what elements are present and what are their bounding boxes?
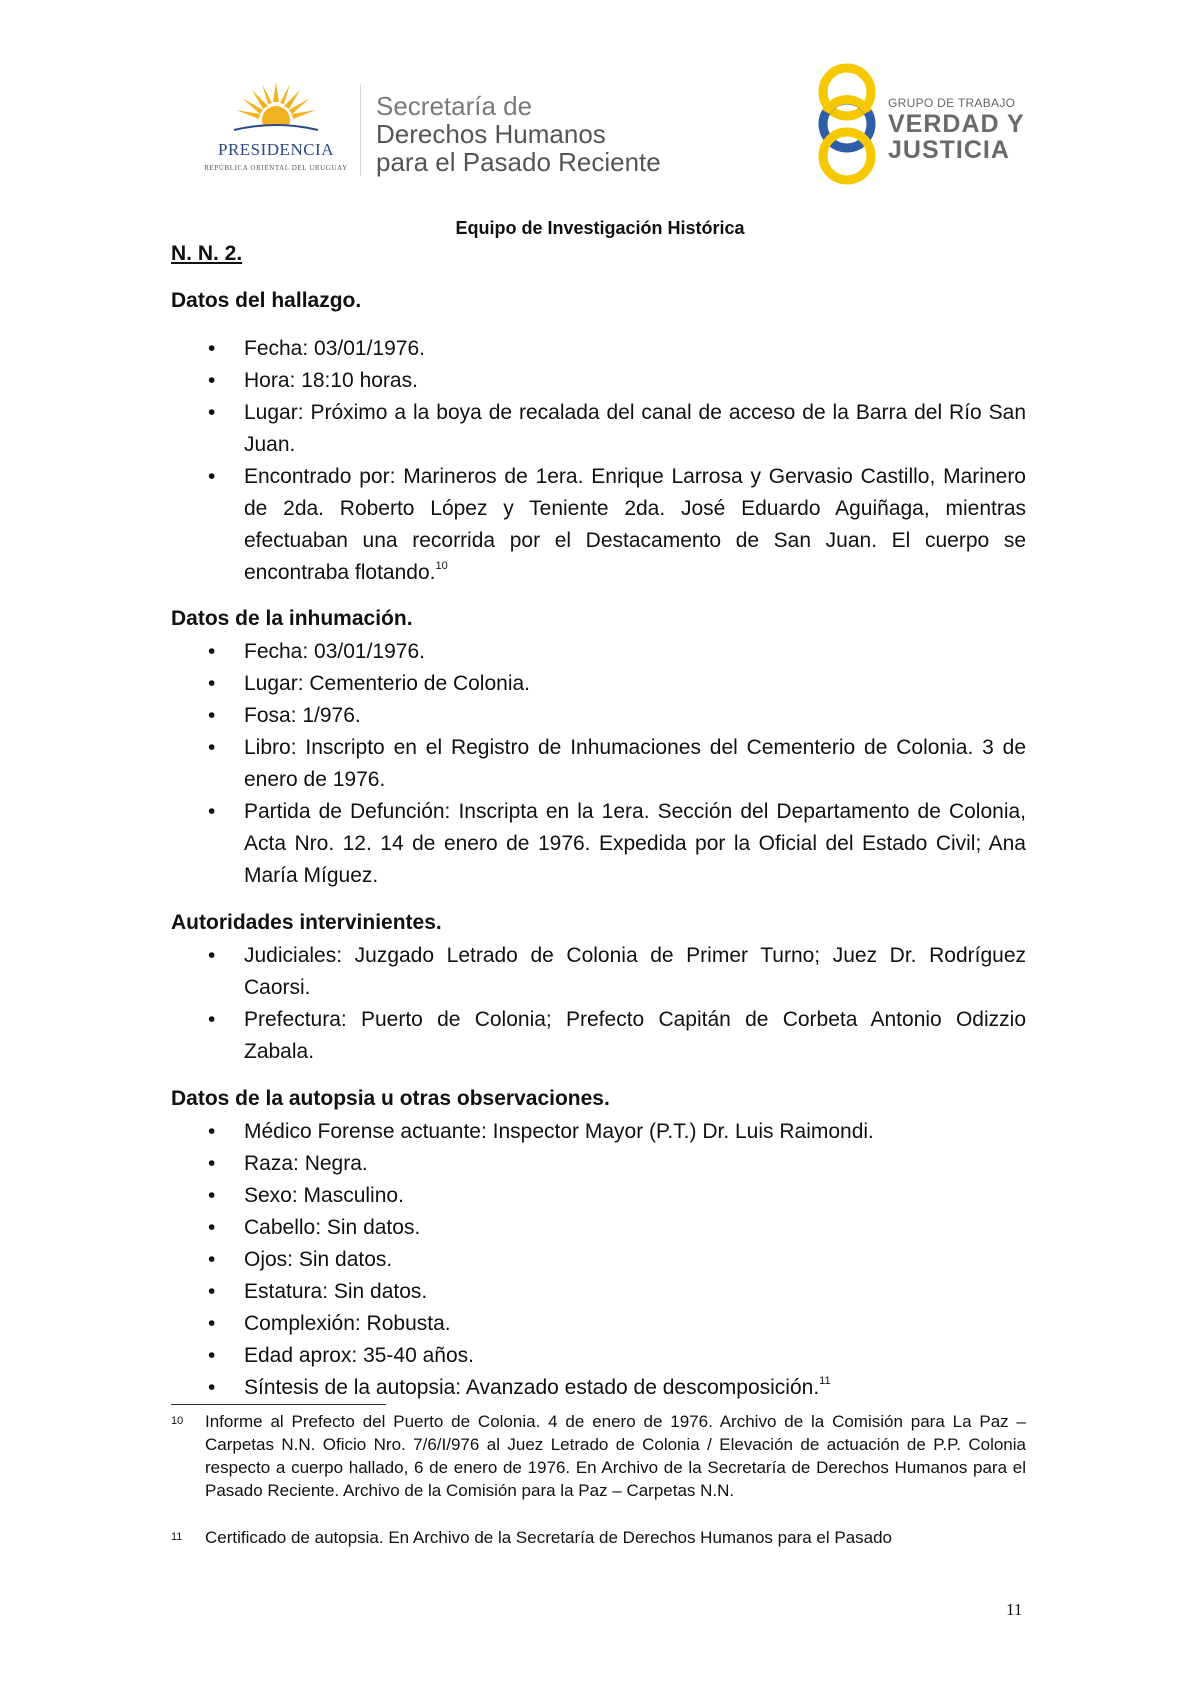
bullet: • [208,1216,216,1239]
item-text: Prefectura: Puerto de Colonia; Prefecto Capitán de Corbeta Antonio Odizzio Zabala. [244,1008,1026,1063]
bullet: • [208,1344,216,1367]
bullet: • [208,944,216,967]
list-item [208,940,1026,1004]
item-text: Partida de Defunción: Inscripta en la 1era. Sección del Departamento de Colonia, Acta Nro. 12. 14 de enero de 1976. Expedida por la Oficial del Estado Civil; Ana María Míguez. [244,800,1026,887]
section-title-autoridades: Autoridades intervinientes. [171,911,442,934]
list-item [208,700,1026,732]
list-item [208,365,1026,397]
bullet: • [208,1376,216,1399]
list-autoridades [208,940,1026,1068]
item-text: Encontrado por: Marineros de 1era. Enrique Larrosa y Gervasio Castillo, Marinero de 2da. Roberto López y Teniente 2da. José Eduardo Aguiñaga, mientras efectuaban una recorrida por el Destacamento de San Juan. El cuerpo se encontraba flotando. [244,465,1026,584]
secretaria-line-1: Secretaría de [376,91,533,121]
bullet: • [208,1248,216,1271]
secretaria-logo [376,92,661,176]
bullet: • [208,337,216,360]
footnote-10 [171,1410,1026,1502]
page-number: 11 [1006,1600,1023,1619]
item-text: Judiciales: Juzgado Letrado de Colonia de Primer Turno; Juez Dr. Rodríguez Caorsi. [244,944,1026,999]
section-title-hallazgo: Datos del hallazgo. [171,289,362,312]
item-text: Cabello: Sin datos. [244,1216,421,1239]
gtvj-line-2: JUSTICIA [888,136,1010,164]
list-autopsia [208,1116,1026,1404]
section-title-inhumacion: Datos de la inhumación. [171,607,413,630]
item-text: Hora: 18:10 horas. [244,369,418,392]
gtvj-label: GRUPO DE TRABAJO [888,96,1016,110]
list-item [208,1180,1026,1212]
team-title: Equipo de Investigación Histórica [455,218,745,238]
gtvj-line-1: VERDAD Y [888,110,1025,138]
list-item [208,461,1026,589]
list-item [208,333,1026,365]
item-text: Edad aprox: 35-40 años. [244,1344,474,1367]
list-inhumacion [208,636,1026,892]
header-divider [360,84,361,176]
bullet: • [208,1312,216,1335]
bullet: • [208,1008,216,1031]
item-text: Complexión: Robusta. [244,1312,451,1335]
bullet: • [208,640,216,663]
list-item [208,732,1026,796]
item-text: Estatura: Sin datos. [244,1280,428,1303]
list-item [208,1372,1026,1404]
footnote-number: 10 [171,1415,184,1427]
item-text: Lugar: Cementerio de Colonia. [244,672,531,695]
item-text: Ojos: Sin datos. [244,1248,393,1271]
footnote-11 [171,1526,1026,1549]
bullet: • [208,465,216,488]
bullet: • [208,704,216,727]
item-text: Fosa: 1/976. [244,704,361,727]
list-item [208,1276,1026,1308]
item-text: Síntesis de la autopsia: Avanzado estado de descomposición. [244,1376,820,1399]
item-text: Lugar: Próximo a la boya de recalada del canal de acceso de la Barra del Río San Juan. [244,401,1026,456]
footnote-separator [171,1404,386,1405]
item-text: Libro: Inscripto en el Registro de Inhumaciones del Cementerio de Colonia. 3 de enero de 1976. [244,736,1026,791]
bullet: • [208,1120,216,1143]
list-item [208,1004,1026,1068]
list-item [208,1148,1026,1180]
list-item [208,1244,1026,1276]
item-text: Fecha: 03/01/1976. [244,337,425,360]
item-text: Sexo: Masculino. [244,1184,404,1207]
footnote-number: 11 [171,1531,183,1543]
list-item [208,796,1026,892]
bullet: • [208,1184,216,1207]
list-item [208,1340,1026,1372]
secretaria-line-3: para el Pasado Reciente [376,147,661,177]
list-item [208,1308,1026,1340]
footnote-ref[interactable]: 10 [435,560,448,572]
bullet: • [208,1152,216,1175]
section-title-autopsia: Datos de la autopsia u otras observaciones. [171,1087,610,1110]
bullet: • [208,369,216,392]
list-hallazgo [208,333,1026,589]
list-item [208,1212,1026,1244]
item-text: Médico Forense actuante: Inspector Mayor (P.T.) Dr. Luis Raimondi. [244,1120,874,1143]
bullet: • [208,736,216,759]
bullet: • [208,800,216,823]
secretaria-line-2: Derechos Humanos [376,119,606,149]
chain-rings-icon [812,62,882,187]
item-text: Fecha: 03/01/1976. [244,640,425,663]
item-text: Raza: Negra. [244,1152,368,1175]
sun-emblem-icon [232,80,320,138]
list-item [208,668,1026,700]
bullet: • [208,672,216,695]
footnote-text: Certificado de autopsia. En Archivo de la Secretaría de Derechos Humanos para el Pasado [205,1528,893,1547]
verdad-justicia-logo [812,62,1032,187]
list-item [208,1116,1026,1148]
presidencia-logo [196,80,356,180]
footnote-text: Informe al Prefecto del Puerto de Colonia. 4 de enero de 1976. Archivo de la Comisión para La Paz – Carpetas N.N. Oficio Nro. 7/6/I/976 al Juez Letrado de Colonia / Elevación de actuación de P.P. Colonia respecto a cuerpo hallado, 6 de enero de 1976. En Archivo de la Secretaría de Derechos Humanos para el Pasado Reciente. Archivo de la Comisión para la Paz – Carpetas N.N. [205,1412,1026,1500]
presidencia-name: PRESIDENCIA [217,140,334,159]
list-item [208,636,1026,668]
document-id: N. N. 2. [171,242,243,265]
presidencia-subtitle: REPÚBLICA ORIENTAL DEL URUGUAY [204,164,348,172]
footnote-ref[interactable]: 11 [819,1375,831,1387]
bullet: • [208,401,216,424]
bullet: • [208,1280,216,1303]
list-item [208,397,1026,461]
